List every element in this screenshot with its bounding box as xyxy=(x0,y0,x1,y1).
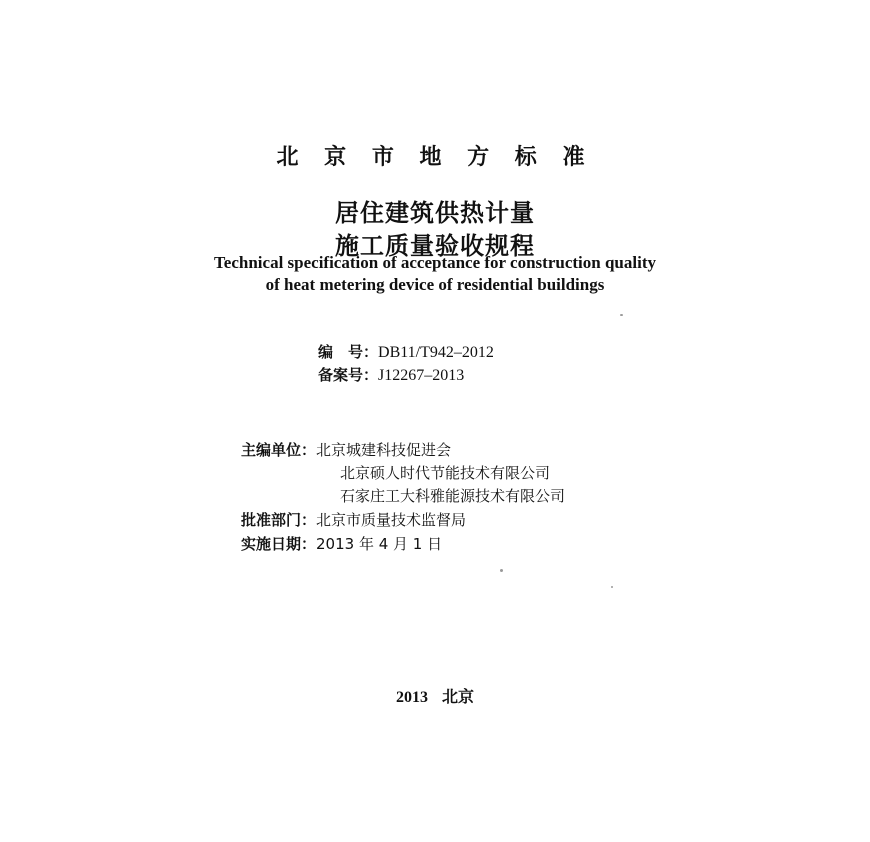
issuing-authority-title: 北 京 市 地 方 标 准 xyxy=(276,145,594,170)
chief-editor-row xyxy=(241,439,451,460)
effective-date-row xyxy=(241,533,442,554)
effective-date-label: 实施日期： xyxy=(241,535,317,553)
effective-date-value: 2013 年 4 月 1 日 xyxy=(316,535,443,553)
chief-editor-row-2 xyxy=(340,462,550,483)
scan-speck xyxy=(611,586,613,588)
english-title-line-2: of heat metering device of residential buildings xyxy=(265,275,605,294)
standard-number-value: DB11/T942–2012 xyxy=(378,344,494,361)
record-number xyxy=(318,364,464,385)
record-number-value: J12267–2013 xyxy=(378,367,465,384)
chinese-title-line-2: 施工质量验收规程 xyxy=(335,232,535,260)
approver-row xyxy=(241,509,466,530)
standard-number-label: 编 号： xyxy=(318,343,379,361)
approver-value: 北京市质量技术监督局 xyxy=(316,511,467,529)
english-title-line-1: Technical specification of acceptance for construction quality xyxy=(214,253,656,272)
chief-editor-label: 主编单位： xyxy=(241,441,317,459)
standard-number xyxy=(318,341,494,362)
chinese-title-line-1: 居住建筑供热计量 xyxy=(335,199,535,227)
approver-label: 批准部门： xyxy=(241,511,317,529)
record-number-label: 备案号： xyxy=(318,366,379,384)
chief-editor-1: 北京城建科技促进会 xyxy=(316,441,452,459)
scan-speck xyxy=(500,569,503,572)
publication-footer xyxy=(0,684,870,707)
chief-editor-2: 北京硕人时代节能技术有限公司 xyxy=(340,464,551,482)
publication-city: 北京 xyxy=(441,687,474,706)
scan-speck xyxy=(620,314,623,316)
publication-year: 2013 xyxy=(395,689,428,706)
chief-editor-3: 石家庄工大科雅能源技术有限公司 xyxy=(340,487,566,505)
chief-editor-row-3 xyxy=(340,485,565,506)
